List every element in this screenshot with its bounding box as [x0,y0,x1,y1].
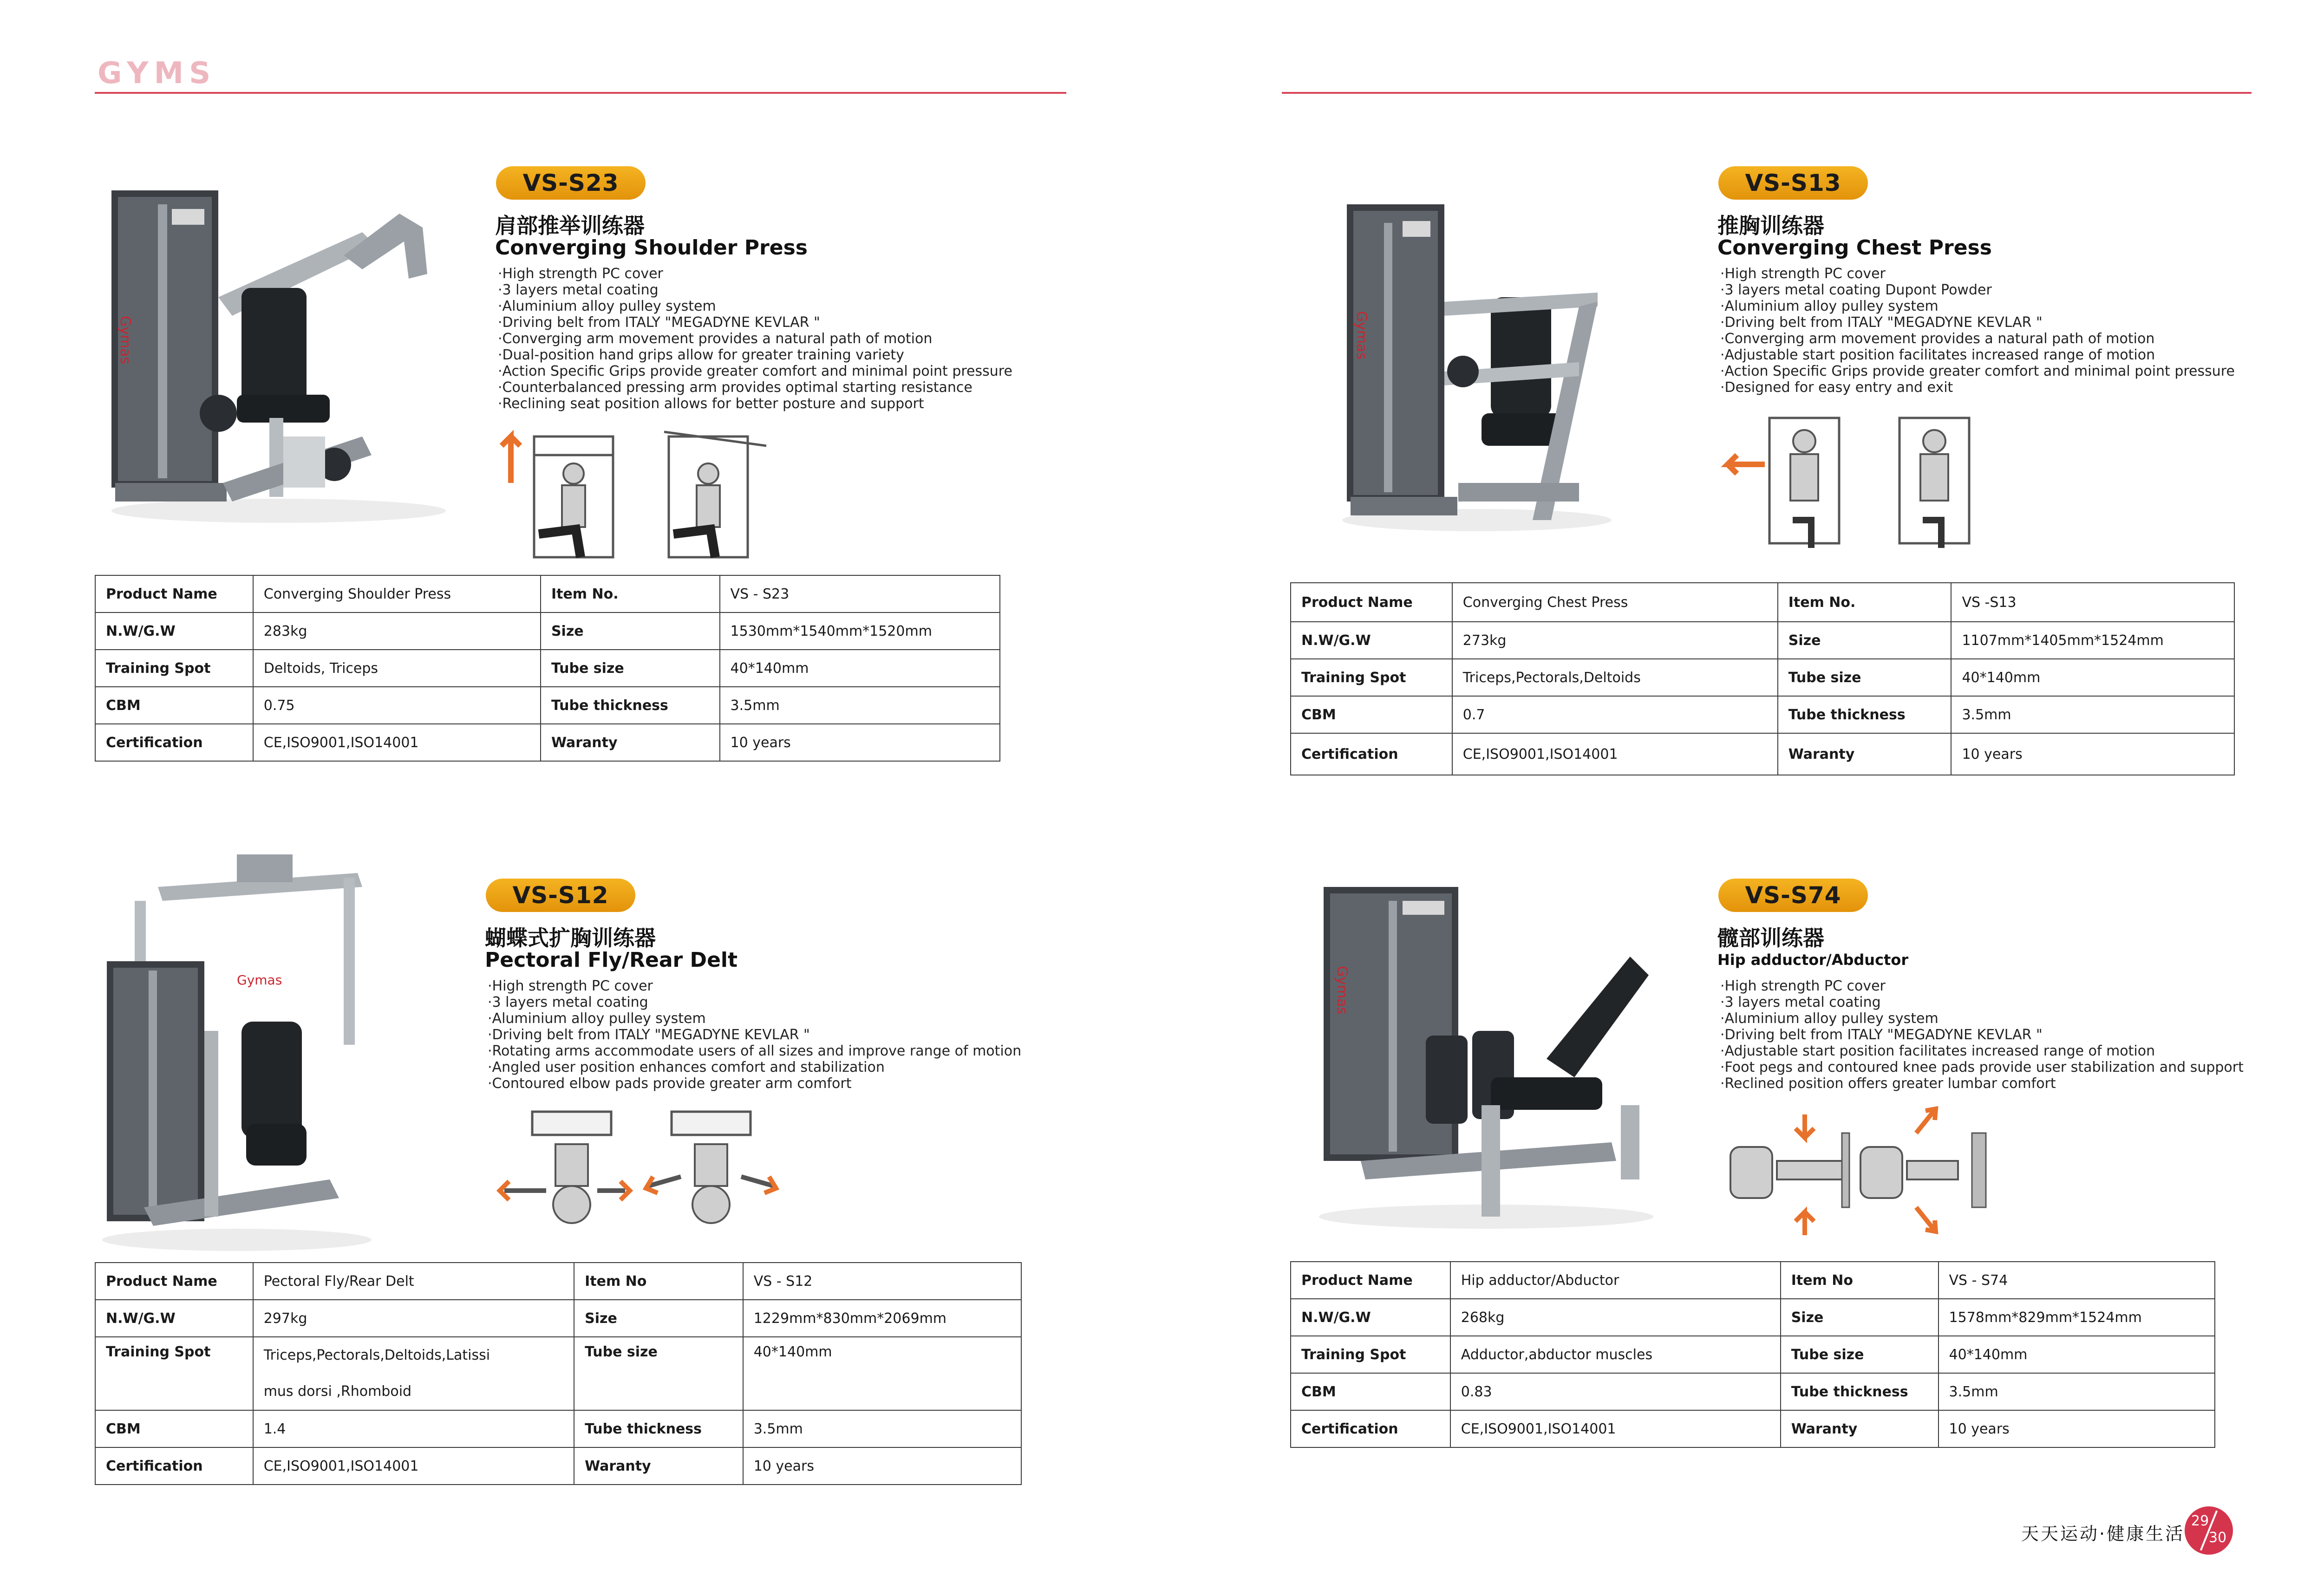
model-badge: VS-S23 [496,166,646,200]
spec-table [1290,1261,2215,1448]
feature-item: · Converging arm movement provides a natural path of motion [1720,331,2235,347]
product-title-en: Converging Chest Press [1717,236,1992,260]
spec-label: Waranty [541,724,720,761]
page-number-right: 30 [2209,1530,2227,1546]
spec-label: Training Spot [95,1337,253,1410]
spec-label: Item No [1781,1262,1938,1299]
feature-item: · 3 layers metal coating [1720,994,2244,1010]
footer-slogan: 天天运动·健康生活 [2021,1524,2185,1544]
spec-label: Certification [1291,733,1452,775]
model-badge: VS-S12 [486,879,635,912]
product-title-cn: 蝴蝶式扩胸训练器 [485,925,656,951]
spec-value: 3.5mm [1951,696,2234,733]
spec-label: Item No [574,1263,743,1300]
svg-text:Gymas: Gymas [237,972,282,988]
exercise-diagram [495,1107,774,1242]
spec-value [253,1337,574,1410]
feature-item: · Aluminium alloy pulley system [1720,298,2235,314]
spec-value: 10 years [743,1447,1021,1485]
feature-item: · Aluminium alloy pulley system [498,298,1012,314]
spec-label: Waranty [574,1447,743,1485]
feature-item: · Adjustable start position facilitates increased range of motion [1720,347,2235,363]
spec-value: Deltoids, Triceps [253,650,541,687]
spec-value: 10 years [1938,1410,2215,1447]
spec-value: 3.5mm [743,1410,1021,1447]
feature-item: · Driving belt from ITALY "MEGADYNE KEVLAR " [488,1027,1021,1043]
spec-value: Hip adductor/Abductor [1450,1262,1781,1299]
spec-value: 40*140mm [720,650,1000,687]
spec-value: 273kg [1452,622,1778,659]
exercise-diagram [1721,1105,2000,1244]
feature-item: · Reclining seat position allows for better posture and support [498,396,1012,412]
product-title-cn: 推胸训练器 [1717,213,1824,238]
spec-value: 0.75 [253,687,541,724]
spec-label: Tube size [1781,1336,1938,1373]
feature-item: · Dual-position hand grips allow for greater training variety [498,347,1012,363]
feature-item: · Reclined position offers greater lumbar comfort [1720,1075,2244,1092]
spec-value: VS - S23 [720,575,1000,612]
product-title-en: Converging Shoulder Press [495,236,808,260]
spec-label: Training Spot [1291,1336,1450,1373]
spec-label: CBM [95,687,253,724]
spec-label: Size [1778,622,1952,659]
spec-label: N.W/G.W [1291,622,1452,659]
spec-label: Waranty [1781,1410,1938,1447]
spec-value: Converging Shoulder Press [253,575,541,612]
feature-item: · 3 layers metal coating Dupont Powder [1720,282,2235,298]
spec-label: Tube size [574,1337,743,1410]
spec-value: Pectoral Fly/Rear Delt [253,1263,574,1300]
spec-label: Certification [95,724,253,761]
spec-value: 10 years [1951,733,2234,775]
spec-label: Certification [95,1447,253,1485]
shoulder-press-machine-photo [102,176,455,529]
spec-value: 40*140mm [1951,659,2234,696]
feature-item: · Aluminium alloy pulley system [1720,1010,2244,1027]
feature-list [1720,266,2235,396]
spec-label: Product Name [95,575,253,612]
spec-value: 1107mm*1405mm*1524mm [1951,622,2234,659]
feature-item: · Action Specific Grips provide greater comfort and minimal point pressure [1720,363,2235,379]
feature-list [488,978,1021,1092]
feature-item: · Angled user position enhances comfort and stabilization [488,1059,1021,1075]
spec-value: 297kg [253,1300,574,1337]
spec-value: 10 years [720,724,1000,761]
feature-item: · Rotating arms accommodate users of all sizes and improve range of motion [488,1043,1021,1059]
exercise-diagram [1718,413,1997,553]
spec-value: 1530mm*1540mm*1520mm [720,612,1000,650]
spec-label: Item No. [1778,583,1952,622]
spec-label: Tube thickness [1778,696,1952,733]
spec-value: Adductor,abductor muscles [1450,1336,1781,1373]
spec-value: 283kg [253,612,541,650]
feature-item: · Action Specific Grips provide greater comfort and minimal point pressure [498,363,1012,379]
feature-item: · Counterbalanced pressing arm provides optimal starting resistance [498,379,1012,396]
spec-table [1290,582,2235,775]
spec-label: Certification [1291,1410,1450,1447]
header-rule-right [1282,92,2252,94]
feature-item: · Contoured elbow pads provide greater arm comfort [488,1075,1021,1092]
svg-text:Gymas: Gymas [1334,966,1350,1015]
spec-table [95,575,1000,762]
spec-value: 3.5mm [1938,1373,2215,1410]
spec-label: Product Name [95,1263,253,1300]
product-title-cn: 髋部训练器 [1717,925,1824,951]
spec-label: Item No. [541,575,720,612]
spec-value: VS - S12 [743,1263,1021,1300]
spec-value: VS - S74 [1938,1262,2215,1299]
spec-label: Waranty [1778,733,1952,775]
feature-list [498,266,1012,412]
spec-value: Triceps,Pectorals,Deltoids [1452,659,1778,696]
spec-label: CBM [1291,1373,1450,1410]
spec-label: Size [574,1300,743,1337]
spec-value: 3.5mm [720,687,1000,724]
model-badge: VS-S74 [1718,879,1868,912]
svg-text:Gymas: Gymas [1353,311,1370,360]
svg-text:Gymas: Gymas [117,316,133,365]
spec-label: Tube size [541,650,720,687]
spec-value: Converging Chest Press [1452,583,1778,622]
spec-value: 0.83 [1450,1373,1781,1410]
product-title-en: Hip adductor/Abductor [1717,951,1909,969]
spec-value: 40*140mm [1938,1336,2215,1373]
spec-value: CE,ISO9001,ISO14001 [1450,1410,1781,1447]
spec-value-text: Triceps,Pectorals,Deltoids,Latissi mus dorsi ,Rhomboid [263,1347,490,1400]
feature-item: · High strength PC cover [498,266,1012,282]
feature-item: · High strength PC cover [1720,978,2244,994]
spec-label: Tube thickness [574,1410,743,1447]
spec-value: CE,ISO9001,ISO14001 [253,1447,574,1485]
spec-value: CE,ISO9001,ISO14001 [253,724,541,761]
spec-label: Product Name [1291,1262,1450,1299]
spec-value: VS -S13 [1951,583,2234,622]
feature-item: · Driving belt from ITALY "MEGADYNE KEVLAR " [1720,314,2235,331]
spec-label: Training Spot [1291,659,1452,696]
spec-label: Training Spot [95,650,253,687]
page-number-left: 29 [2191,1513,2209,1529]
feature-item: · Adjustable start position facilitates increased range of motion [1720,1043,2244,1059]
chest-press-machine-photo [1338,195,1625,539]
feature-item: · High strength PC cover [1720,266,2235,282]
feature-item: · Driving belt from ITALY "MEGADYNE KEVLAR " [1720,1027,2244,1043]
faded-heading-decoration: GYMS [98,56,216,91]
product-title-cn: 肩部推举训练器 [495,213,645,238]
spec-label: CBM [1291,696,1452,733]
pectoral-fly-machine-photo [98,845,376,1254]
spec-label: N.W/G.W [95,1300,253,1337]
model-badge: VS-S13 [1718,166,1868,200]
spec-label: Size [1781,1299,1938,1336]
spec-value: CE,ISO9001,ISO14001 [1452,733,1778,775]
spec-label: N.W/G.W [95,612,253,650]
feature-item: · Designed for easy entry and exit [1720,379,2235,396]
hip-adductor-machine-photo [1314,882,1658,1235]
feature-list [1720,978,2244,1092]
spec-label: Tube thickness [541,687,720,724]
spec-label: Tube thickness [1781,1373,1938,1410]
spec-label: CBM [95,1410,253,1447]
spec-label: N.W/G.W [1291,1299,1450,1336]
feature-item: · 3 layers metal coating [488,994,1021,1010]
feature-item: · 3 layers metal coating [498,282,1012,298]
feature-item: · High strength PC cover [488,978,1021,994]
spec-table [95,1262,1022,1485]
spec-value: 0.7 [1452,696,1778,733]
spec-value: 268kg [1450,1299,1781,1336]
feature-item: · Driving belt from ITALY "MEGADYNE KEVLAR " [498,314,1012,331]
spec-label: Tube size [1778,659,1952,696]
feature-item: · Foot pegs and contoured knee pads provide user stabilization and support [1720,1059,2244,1075]
spec-value: 1229mm*830mm*2069mm [743,1300,1021,1337]
spec-label: Product Name [1291,583,1452,622]
feature-item: · Converging arm movement provides a natural path of motion [498,331,1012,347]
spec-value: 1.4 [253,1410,574,1447]
feature-item: · Aluminium alloy pulley system [488,1010,1021,1027]
header-rule-left [95,92,1066,94]
product-title-en: Pectoral Fly/Rear Delt [485,948,738,972]
spec-value: 1578mm*829mm*1524mm [1938,1299,2215,1336]
spec-value: 40*140mm [743,1337,1021,1410]
spec-label: Size [541,612,720,650]
exercise-diagram [497,418,780,567]
page-number-badge [2185,1506,2233,1555]
